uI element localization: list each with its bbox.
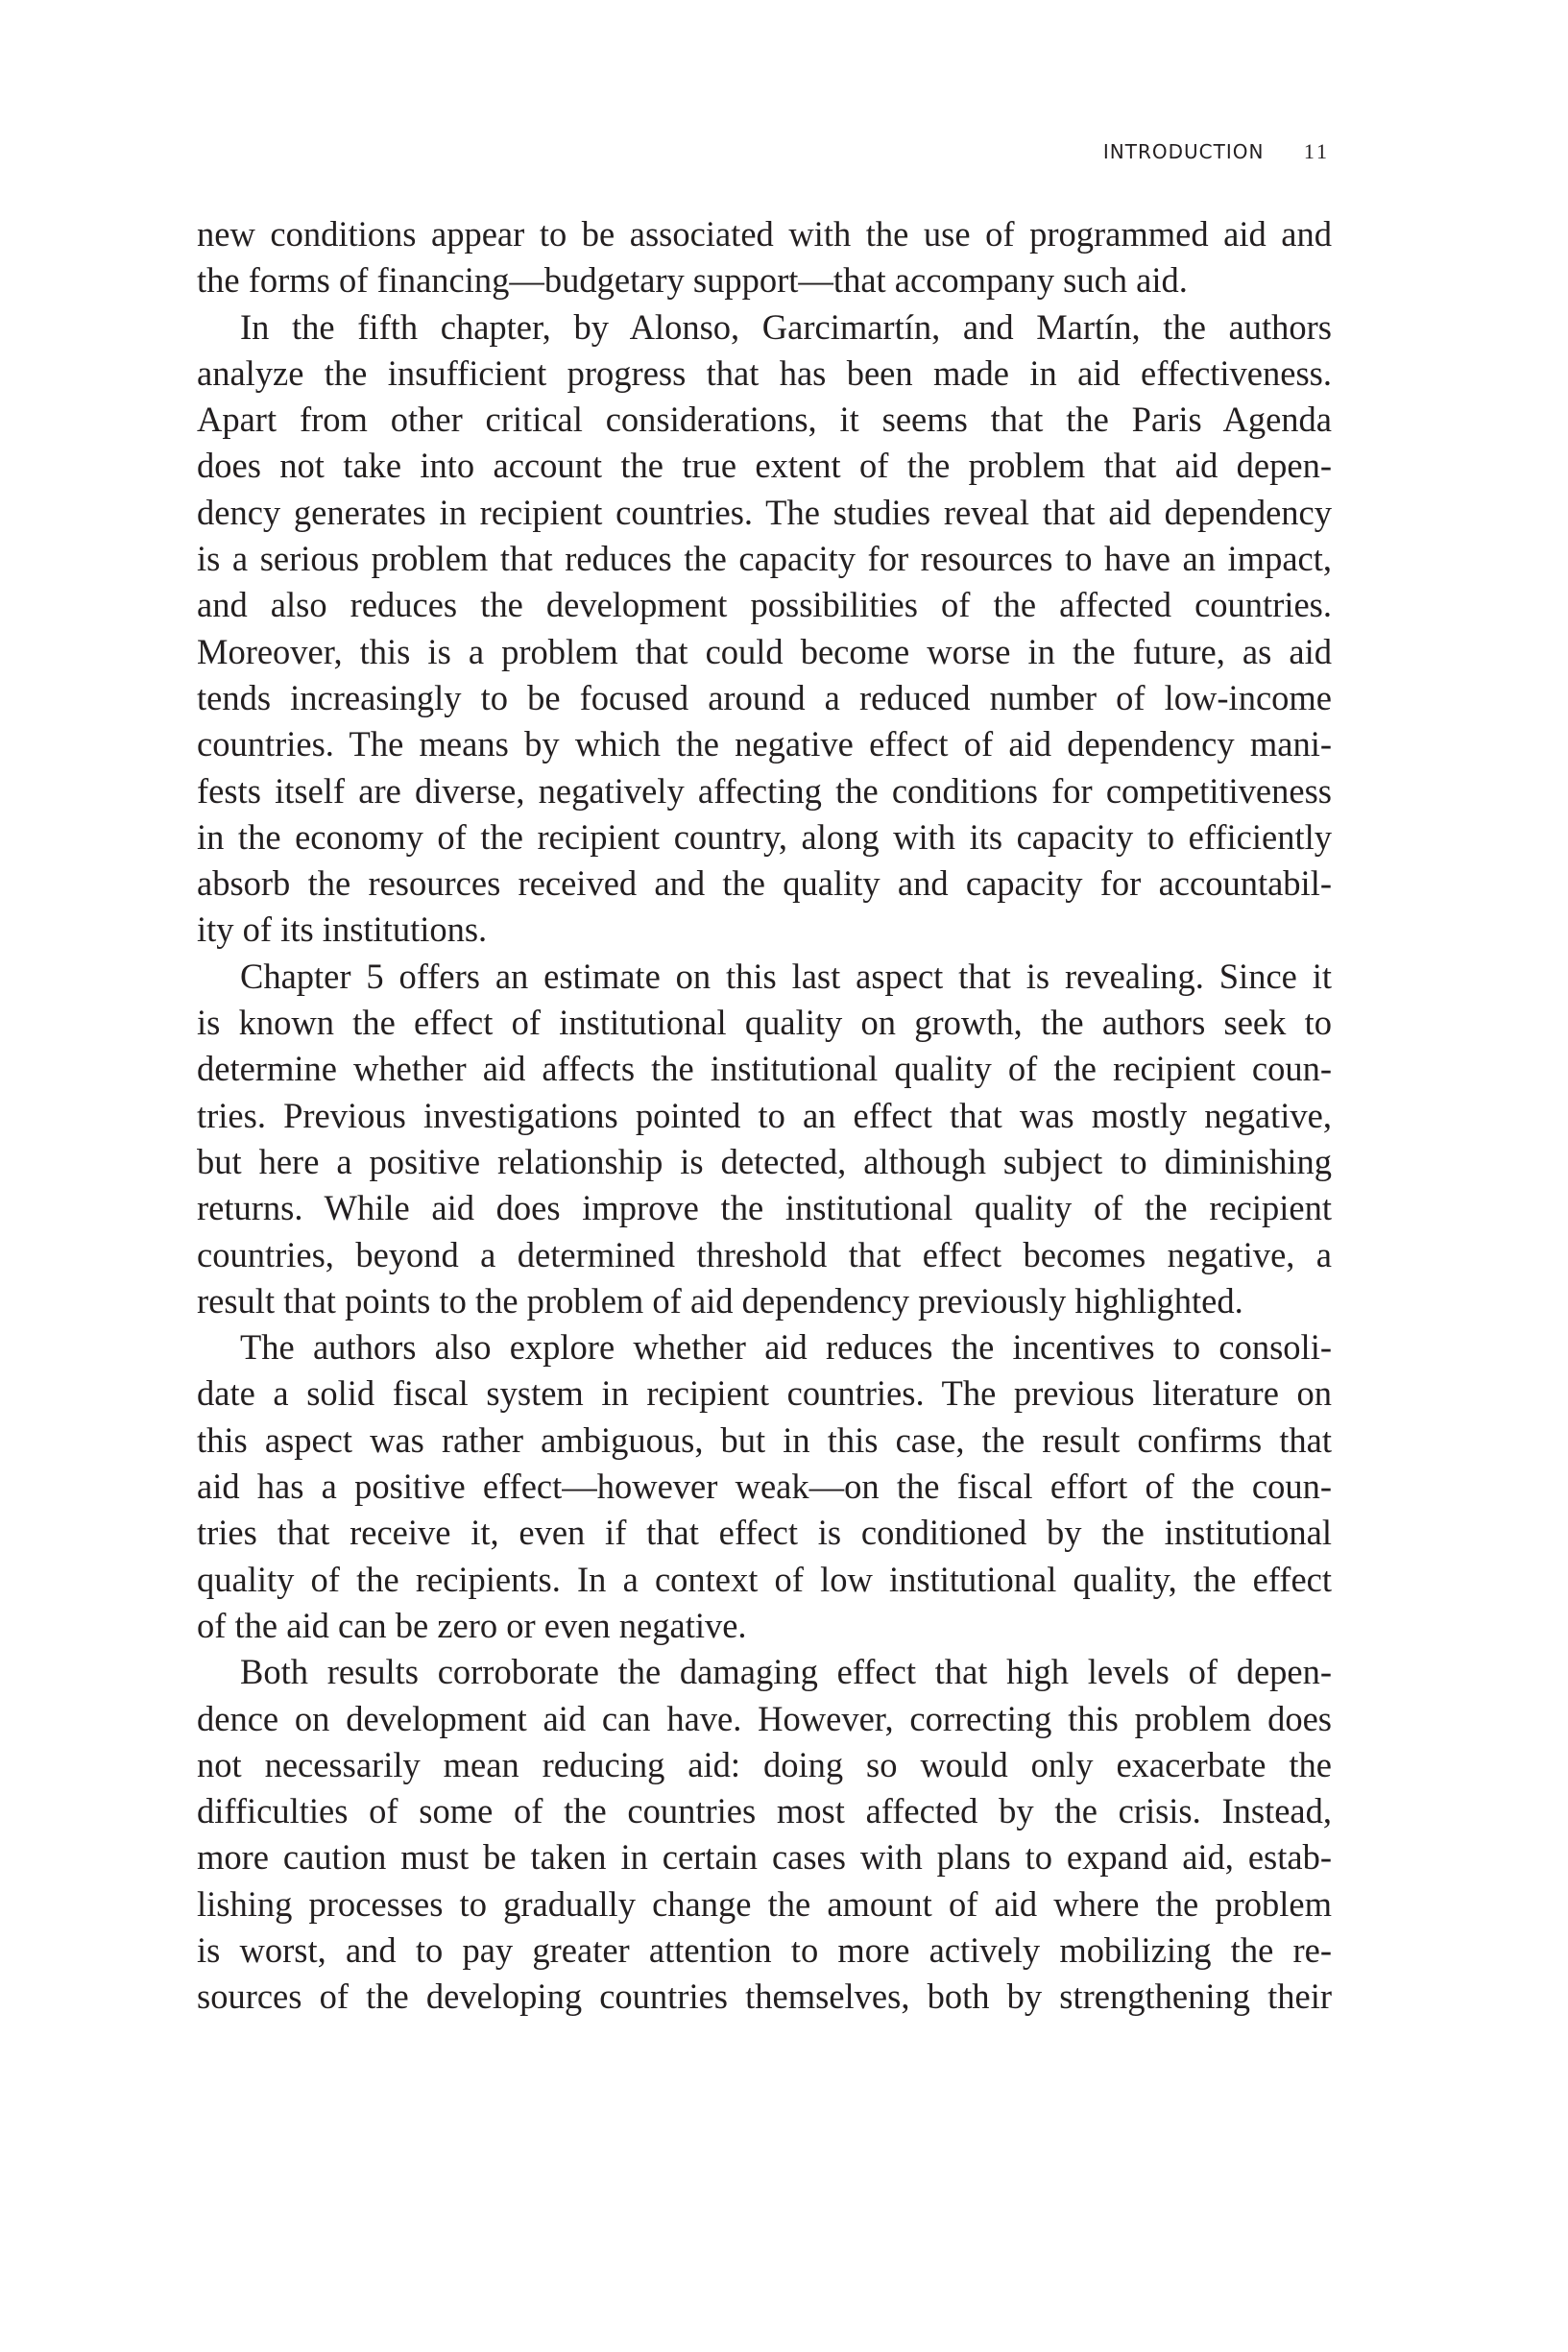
section-title: INTRODUCTION: [1102, 140, 1265, 163]
text-line: more caution must be taken in certain cases with plans to expand aid, estab-: [197, 1837, 1332, 1878]
running-head: [1103, 139, 1330, 164]
text-line: countries. The means by which the negative effect of aid dependency mani-: [197, 724, 1332, 764]
text-line: countries, beyond a determined threshold that effect becomes negative, a: [197, 1234, 1332, 1274]
text-line: tries. Previous investigations pointed to an effect that was mostly negative,: [197, 1095, 1332, 1135]
text-line: sources of the developing countries themselves, both by strengthening their: [197, 1976, 1332, 2017]
text-line: In the fifth chapter, by Alonso, Garcimartín, and Martín, the authors: [240, 306, 1332, 347]
text-line: analyze the insufficient progress that has been made in aid effectiveness.: [197, 352, 1332, 393]
text-line: quality of the recipients. In a context of low institutional quality, the effect: [197, 1559, 1332, 1599]
page-number: 11: [1303, 139, 1330, 163]
text-line: date a solid fiscal system in recipient countries. The previous literature on: [197, 1373, 1332, 1414]
text-line: is known the effect of institutional quality on growth, the authors seek to: [197, 1003, 1332, 1043]
text-line: this aspect was rather ambiguous, but in this case, the result confirms that: [197, 1419, 1332, 1460]
text-line: the forms of financing—budgetary support—that accompany such aid.: [197, 260, 1188, 301]
text-line: is worst, and to pay greater attention to more actively mobilizing the re-: [197, 1929, 1332, 1970]
body-text: [197, 211, 1332, 2021]
text-line: tends increasingly to be focused around a reduced number of low-income: [197, 677, 1332, 717]
text-line: Moreover, this is a problem that could become worse in the future, as aid: [197, 631, 1332, 671]
text-line: and also reduces the development possibilities of the affected countries.: [197, 585, 1332, 625]
text-line: absorb the resources received and the quality and capacity for accountabil-: [197, 863, 1332, 904]
text-line: does not take into account the true extent of the problem that aid depen-: [197, 446, 1332, 486]
text-line: lishing processes to gradually change the amount of aid where the problem: [197, 1883, 1332, 1924]
text-line: new conditions appear to be associated with the use of programmed aid and: [197, 214, 1332, 254]
text-line: ity of its institutions.: [197, 909, 488, 950]
text-line: Apart from other critical considerations, it seems that the Paris Agenda: [197, 400, 1332, 440]
text-line: fests itself are diverse, negatively affecting the conditions for competitiveness: [197, 770, 1332, 811]
text-line: result that points to the problem of aid dependency previously highlighted.: [197, 1280, 1243, 1321]
text-line: dency generates in recipient countries. The studies reveal that aid dependency: [197, 492, 1332, 532]
text-line: The authors also explore whether aid reduces the incentives to consoli-: [240, 1327, 1332, 1368]
text-line: is a serious problem that reduces the capacity for resources to have an impact,: [197, 539, 1332, 579]
text-line: Both results corroborate the damaging effect that high levels of depen-: [240, 1652, 1332, 1692]
text-line: Chapter 5 offers an estimate on this last aspect that is revealing. Since it: [240, 956, 1332, 996]
text-line: tries that receive it, even if that effect is conditioned by the institutional: [197, 1513, 1332, 1553]
text-line: determine whether aid affects the institutional quality of the recipient coun-: [197, 1049, 1332, 1089]
text-line: aid has a positive effect—however weak—on the fiscal effort of the coun-: [197, 1467, 1332, 1507]
text-line: returns. While aid does improve the institutional quality of the recipient: [197, 1188, 1332, 1228]
text-line: of the aid can be zero or even negative.: [197, 1605, 747, 1645]
text-line: in the economy of the recipient country, along with its capacity to efficiently: [197, 816, 1332, 857]
text-line: difficulties of some of the countries most affected by the crisis. Instead,: [197, 1791, 1332, 1831]
text-line: dence on development aid can have. However, correcting this problem does: [197, 1698, 1332, 1738]
text-line: not necessarily mean reducing aid: doing so would only exacerbate the: [197, 1744, 1332, 1784]
text-line: but here a positive relationship is detected, although subject to diminishing: [197, 1141, 1332, 1181]
